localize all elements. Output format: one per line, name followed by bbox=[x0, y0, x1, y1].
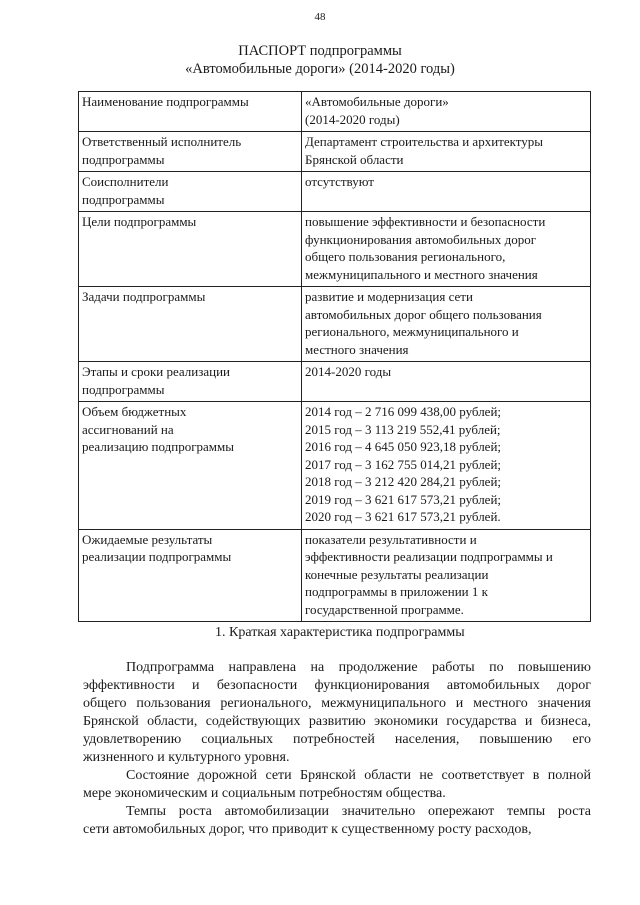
passport-row-label bbox=[79, 529, 302, 622]
value-line: функционирования автомобильных дорог bbox=[305, 231, 537, 247]
passport-row bbox=[79, 287, 591, 362]
value-line: 2017 год – 3 162 755 014,21 рублей; bbox=[305, 456, 502, 472]
label-line: Задачи подпрограммы bbox=[82, 289, 206, 304]
passport-row-value bbox=[302, 529, 591, 622]
passport-row-label bbox=[79, 212, 302, 287]
passport-row-label bbox=[79, 362, 302, 402]
value-line: отсутствуют bbox=[305, 174, 374, 189]
passport-row-label bbox=[79, 92, 302, 132]
value-line: повышение эффективности и безопасности bbox=[305, 214, 546, 229]
value-line: «Автомобильные дороги» bbox=[305, 94, 449, 109]
value-line: 2016 год – 4 645 050 923,18 рублей; bbox=[305, 439, 502, 454]
value-line: регионального, межмуниципального и bbox=[305, 324, 519, 339]
passport-row-value bbox=[302, 172, 591, 212]
title-line-1: ПАСПОРТ подпрограммы bbox=[238, 43, 402, 59]
value-line: подпрограммы в приложении 1 к bbox=[305, 584, 488, 599]
passport-row-label bbox=[79, 172, 302, 212]
label-line: Соисполнители bbox=[82, 174, 169, 189]
label-line: реализацию подпрограммы bbox=[82, 439, 234, 454]
body-paragraph bbox=[83, 659, 591, 767]
paragraph-line: Брянской области, содействующих развитию экономики государства и бизнеса, bbox=[83, 714, 591, 729]
value-line: 2014 год – 2 716 099 438,00 рублей; bbox=[305, 404, 502, 419]
value-line: 2019 год – 3 621 617 573,21 рублей; bbox=[305, 491, 502, 507]
paragraph-line: Состояние дорожной сети Брянской области не соответствует в полной bbox=[126, 768, 591, 783]
label-line: Этапы и сроки реализации bbox=[82, 364, 230, 379]
paragraph-line: удовлетворению социальных потребностей населения, повышению его bbox=[83, 732, 591, 747]
passport-row-label bbox=[79, 132, 302, 172]
passport-row bbox=[79, 529, 591, 622]
value-line: эффективности реализации подпрограммы и bbox=[305, 549, 553, 564]
value-line: межмуниципального и местного значения bbox=[305, 266, 538, 282]
page-number: 48 bbox=[314, 11, 326, 23]
label-line: подпрограммы bbox=[82, 191, 165, 207]
document-title bbox=[0, 42, 640, 78]
value-line: общего пользования регионального, bbox=[305, 249, 506, 264]
paragraph-line: сети автомобильных дорог, что приводит к существенному росту расходов, bbox=[83, 822, 532, 837]
passport-row-value bbox=[302, 212, 591, 287]
value-line: 2018 год – 3 212 420 284,21 рублей; bbox=[305, 474, 502, 489]
label-line: Объем бюджетных bbox=[82, 404, 187, 419]
paragraph-line: Темпы роста автомобилизации значительно опережают темпы роста bbox=[126, 804, 591, 819]
body-paragraph bbox=[83, 803, 591, 839]
label-line: подпрограммы bbox=[82, 381, 165, 397]
label-line: Цели подпрограммы bbox=[82, 214, 197, 229]
label-line: Ответственный исполнитель bbox=[82, 134, 242, 149]
value-line: (2014-2020 годы) bbox=[305, 111, 400, 127]
passport-row-value bbox=[302, 362, 591, 402]
value-line: конечные результаты реализации bbox=[305, 566, 489, 582]
passport-row-value bbox=[302, 402, 591, 530]
paragraph-line: эффективности и безопасности функционирования автомобильных дорог bbox=[83, 678, 591, 693]
value-line: Брянской области bbox=[305, 151, 404, 167]
passport-row bbox=[79, 172, 591, 212]
passport-row bbox=[79, 132, 591, 172]
passport-row bbox=[79, 362, 591, 402]
passport-row bbox=[79, 402, 591, 530]
passport-row bbox=[79, 92, 591, 132]
passport-row-label bbox=[79, 287, 302, 362]
paragraph-line: Подпрограмма направлена на продолжение работы по повышению bbox=[126, 660, 591, 675]
paragraph-line: мере экономическим и социальным потребностям общества. bbox=[83, 786, 446, 801]
passport-table bbox=[78, 91, 591, 622]
body-paragraph bbox=[83, 767, 591, 803]
paragraph-line: общего пользования регионального, межмуниципального и местного значения bbox=[83, 696, 591, 711]
label-line: реализации подпрограммы bbox=[82, 549, 232, 564]
value-line: 2014-2020 годы bbox=[305, 364, 392, 379]
title-line-2: «Автомобильные дороги» (2014-2020 годы) bbox=[185, 61, 455, 77]
section-heading: 1. Краткая характеристика подпрограммы bbox=[215, 625, 465, 640]
passport-row-label bbox=[79, 402, 302, 530]
value-line: 2020 год – 3 621 617 573,21 рублей. bbox=[305, 509, 501, 524]
value-line: автомобильных дорог общего пользования bbox=[305, 306, 542, 322]
label-line: Ожидаемые результаты bbox=[82, 531, 213, 547]
value-line: показатели результативности и bbox=[305, 531, 477, 547]
passport-row bbox=[79, 212, 591, 287]
paragraph-line: жизненного и культурного уровня. bbox=[83, 750, 290, 765]
body-text bbox=[83, 659, 591, 839]
value-line: Департамент строительства и архитектуры bbox=[305, 134, 543, 149]
value-line: государственной программе. bbox=[305, 601, 464, 617]
label-line: подпрограммы bbox=[82, 151, 165, 167]
label-line: ассигнований на bbox=[82, 421, 174, 437]
value-line: развитие и модернизация сети bbox=[305, 289, 473, 304]
label-line: Наименование подпрограммы bbox=[82, 94, 249, 109]
passport-row-value bbox=[302, 287, 591, 362]
passport-row-value bbox=[302, 132, 591, 172]
passport-row-value bbox=[302, 92, 591, 132]
value-line: местного значения bbox=[305, 341, 409, 357]
value-line: 2015 год – 3 113 219 552,41 рублей; bbox=[305, 421, 501, 437]
